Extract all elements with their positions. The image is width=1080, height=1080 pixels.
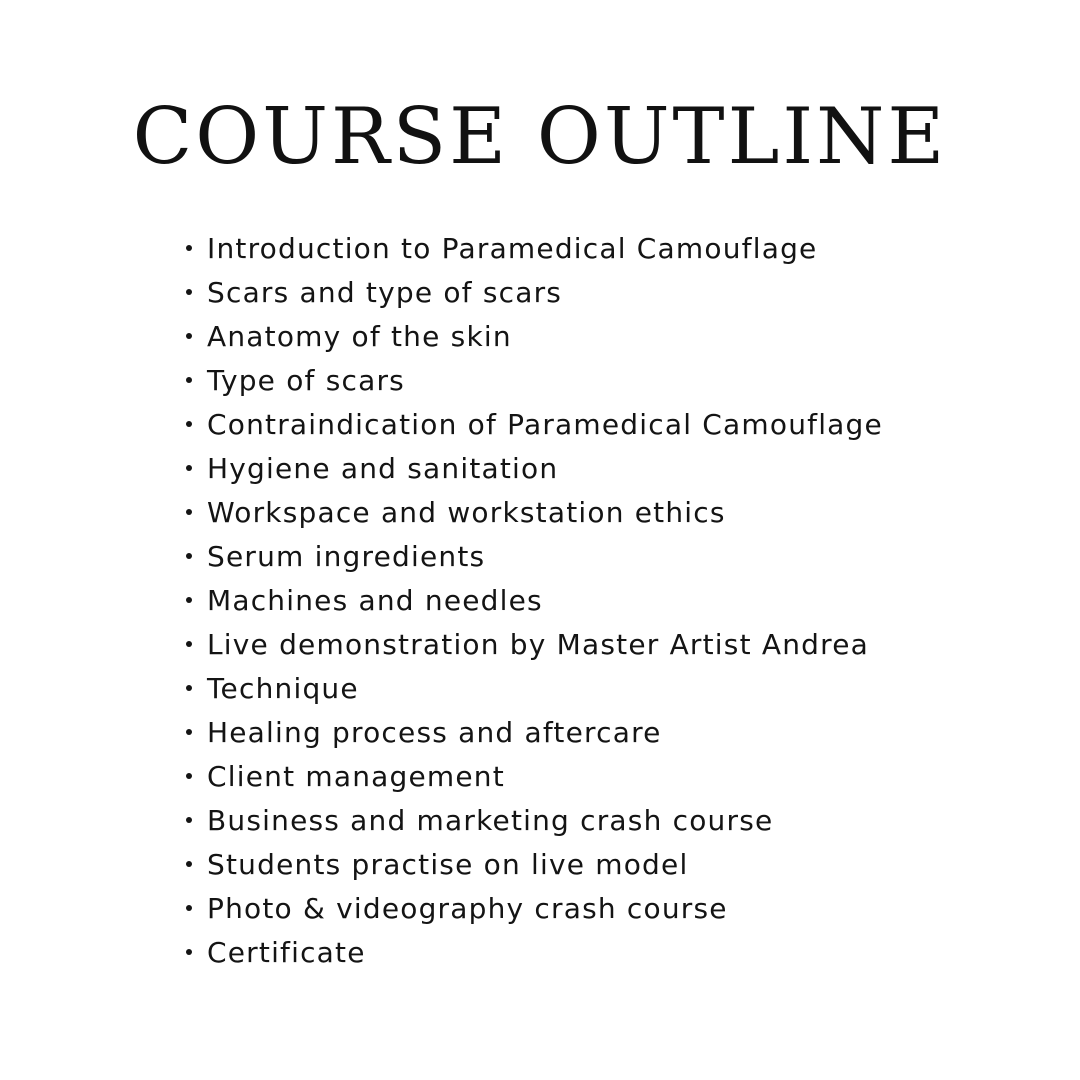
list-item xyxy=(186,930,1046,974)
bullet-icon xyxy=(186,421,192,427)
list-item-label: Anatomy of the skin xyxy=(207,319,512,353)
bullet-icon xyxy=(186,465,192,471)
page-title: COURSE OUTLINE xyxy=(132,92,948,182)
list-item xyxy=(186,446,1046,490)
list-item xyxy=(186,358,1046,402)
list-item xyxy=(186,270,1046,314)
course-outline-list xyxy=(186,226,1046,974)
list-item xyxy=(186,314,1046,358)
bullet-icon xyxy=(186,905,192,911)
list-item-label: Technique xyxy=(207,671,359,705)
list-item-label: Students practise on live model xyxy=(207,847,689,881)
list-item-label: Hygiene and sanitation xyxy=(207,451,559,485)
list-item xyxy=(186,886,1046,930)
bullet-icon xyxy=(186,817,192,823)
list-item xyxy=(186,710,1046,754)
bullet-icon xyxy=(186,597,192,603)
list-item-label: Client management xyxy=(207,759,505,793)
list-item xyxy=(186,622,1046,666)
list-item-label: Workspace and workstation ethics xyxy=(207,495,726,529)
list-item xyxy=(186,842,1046,886)
list-item xyxy=(186,226,1046,270)
bullet-icon xyxy=(186,509,192,515)
list-item xyxy=(186,754,1046,798)
list-item-label: Photo & videography crash course xyxy=(207,891,728,925)
list-item-label: Machines and needles xyxy=(207,583,543,617)
list-item-label: Type of scars xyxy=(207,363,405,397)
bullet-icon xyxy=(186,333,192,339)
list-item-label: Business and marketing crash course xyxy=(207,803,774,837)
list-item xyxy=(186,534,1046,578)
bullet-icon xyxy=(186,773,192,779)
bullet-icon xyxy=(186,377,192,383)
bullet-icon xyxy=(186,861,192,867)
list-item-label: Healing process and aftercare xyxy=(207,715,662,749)
list-item-label: Contraindication of Paramedical Camouflage xyxy=(207,407,883,441)
bullet-icon xyxy=(186,553,192,559)
list-item-label: Serum ingredients xyxy=(207,539,486,573)
bullet-icon xyxy=(186,245,192,251)
list-item xyxy=(186,402,1046,446)
bullet-icon xyxy=(186,685,192,691)
list-item xyxy=(186,578,1046,622)
list-item-label: Certificate xyxy=(207,935,366,969)
list-item xyxy=(186,798,1046,842)
bullet-icon xyxy=(186,641,192,647)
bullet-icon xyxy=(186,729,192,735)
list-item xyxy=(186,666,1046,710)
list-item-label: Introduction to Paramedical Camouflage xyxy=(207,231,818,265)
list-item xyxy=(186,490,1046,534)
bullet-icon xyxy=(186,949,192,955)
bullet-icon xyxy=(186,289,192,295)
list-item-label: Scars and type of scars xyxy=(207,275,563,309)
list-item-label: Live demonstration by Master Artist Andrea xyxy=(207,627,870,661)
